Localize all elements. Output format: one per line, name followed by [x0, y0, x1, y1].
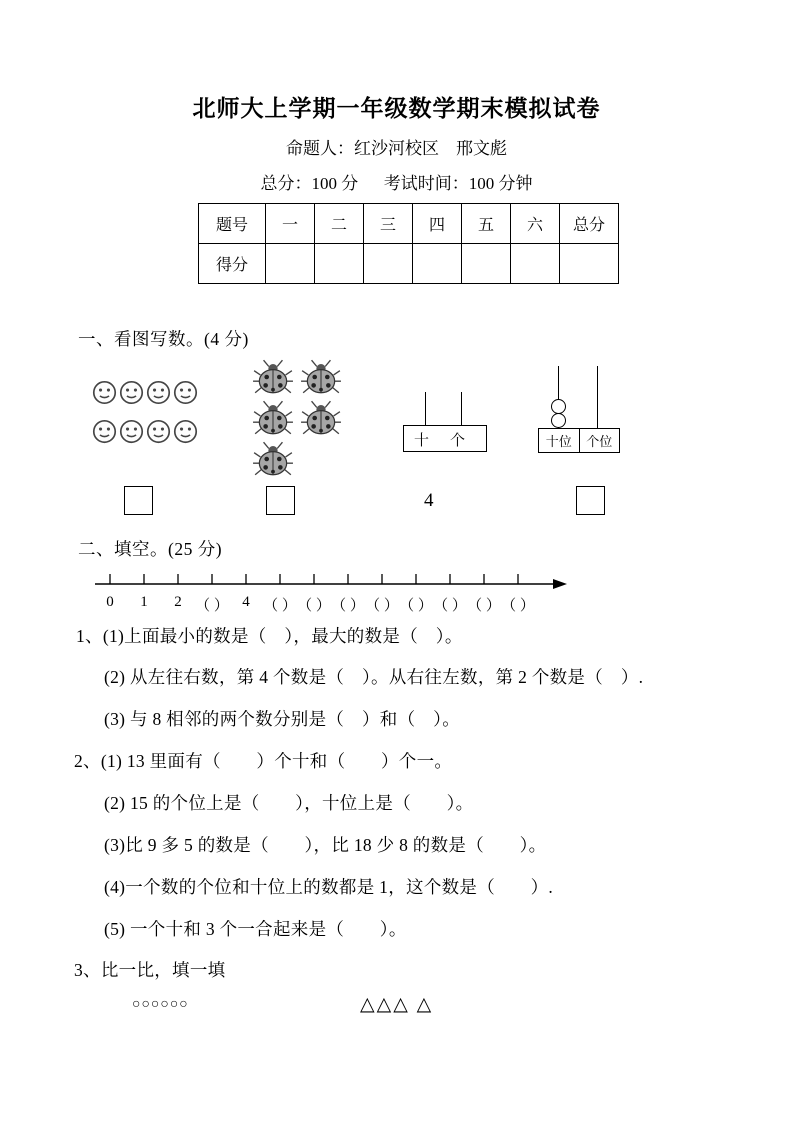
number-line-label: （ ） [433, 598, 467, 614]
number-line-label: （ ） [297, 598, 331, 614]
score-empty-cell [315, 244, 364, 284]
score-empty-cell [266, 244, 315, 284]
compare-circles: ○○○○○○ [132, 997, 189, 1012]
number-line-label: （ ） [467, 598, 501, 614]
score-table-score-row [199, 244, 619, 284]
number-line-label: 2 [174, 594, 182, 610]
section-one-heading: 一、看图写数。(4 分) [78, 329, 249, 349]
ladybug-icon [252, 399, 294, 437]
score-table-cell-2: 二 [315, 204, 364, 244]
score-empty-cell [511, 244, 560, 284]
answer-box-1 [124, 486, 153, 515]
question-2-4: (4)一个数的个位和十位上的数都是 1，这个数是（ ）. [104, 877, 554, 897]
score-table-header-row [199, 204, 619, 244]
place-value-chart-2 [538, 366, 620, 454]
ladybug-icon [252, 440, 294, 478]
smiley-face-icon [146, 380, 171, 405]
answer-box-2 [266, 486, 295, 515]
ladybug-icon [300, 399, 342, 437]
smiley-face-icon [119, 380, 144, 405]
smiley-face-icon [119, 419, 144, 444]
compare-triangles: △△△ △ [360, 994, 434, 1015]
answer-box-4 [576, 486, 605, 515]
smiley-face-icon [92, 380, 117, 405]
score-label-cell: 得分 [199, 244, 266, 284]
score-empty-cell [462, 244, 511, 284]
page-title: 北师大上学期一年级数学期末模拟试卷 [192, 96, 601, 121]
question-1-1: 1、(1)上面最小的数是（ ），最大的数是（ ）。 [76, 626, 463, 646]
number-line-axis [95, 570, 575, 590]
score-table-cell-4: 四 [413, 204, 462, 244]
number-line-label: （ ） [399, 598, 433, 614]
abacus-bead [551, 399, 566, 414]
place-value-chart-1 [403, 392, 487, 452]
question-1-2: (2) 从左往右数，第 4 个数是（ ）。从右往左数，第 2 个数是（ ）. [104, 667, 644, 687]
tens-label: 十 [414, 433, 430, 449]
ones-place-label: 个位 [586, 434, 613, 449]
smiley-face-icon [92, 419, 117, 444]
question-2-5: (5) 一个十和 3 个一合起来是（ ）。 [104, 919, 407, 939]
ones-label: 个 [450, 433, 466, 449]
number-line-label: （ ） [331, 598, 365, 614]
smiley-face-group [92, 380, 204, 444]
score-table-cell-6: 六 [511, 204, 560, 244]
abacus-bead [551, 413, 566, 428]
question-2-3: (3)比 9 多 5 的数是（ ），比 18 少 8 的数是（ ）。 [104, 835, 547, 855]
number-line-label: 4 [242, 594, 250, 610]
number-line-label: （ ） [263, 598, 297, 614]
number-line [95, 570, 575, 618]
question-1-3: (3) 与 8 相邻的两个数分别是（ ）和（ ）。 [104, 709, 461, 729]
score-table-cell-5: 五 [462, 204, 511, 244]
ladybug-icon [252, 358, 294, 396]
number-line-label: 0 [106, 594, 114, 610]
number-line-label: 1 [140, 594, 148, 610]
score-table [198, 203, 619, 284]
place-value-box [538, 428, 620, 453]
abacus-rod [461, 392, 462, 426]
smiley-face-icon [146, 419, 171, 444]
smiley-face-icon [173, 380, 198, 405]
score-empty-cell [413, 244, 462, 284]
tens-place-label: 十位 [539, 429, 580, 452]
ladybug-group [252, 358, 352, 478]
score-table-cell-3: 三 [364, 204, 413, 244]
number-line-label: （ ） [195, 598, 229, 614]
question-3: 3、比一比，填一填 [74, 960, 226, 980]
question-2-1: 2、(1) 13 里面有（ ）个十和（ ）个一。 [74, 751, 453, 771]
number-line-label: （ ） [501, 598, 535, 614]
score-table-cell-timu: 题号 [199, 204, 266, 244]
score-empty-cell [364, 244, 413, 284]
place-value-box [403, 425, 487, 452]
score-empty-cell [560, 244, 619, 284]
abacus-rod [425, 392, 426, 426]
number-line-label: （ ） [365, 598, 399, 614]
section-two-heading: 二、填空。(25 分) [78, 539, 223, 559]
ladybug-icon [300, 358, 342, 396]
question-2-2: (2) 15 的个位上是（ ），十位上是（ ）。 [104, 793, 474, 813]
answer-value-3: 4 [424, 490, 434, 511]
proposer-line: 命题人：红沙河校区 邢文彪 [286, 139, 507, 158]
smiley-face-icon [173, 419, 198, 444]
score-info-line: 总分：100 分 考试时间：100 分钟 [260, 174, 533, 193]
abacus-rod [597, 366, 598, 429]
score-table-cell-1: 一 [266, 204, 315, 244]
score-table-cell-total: 总分 [560, 204, 619, 244]
